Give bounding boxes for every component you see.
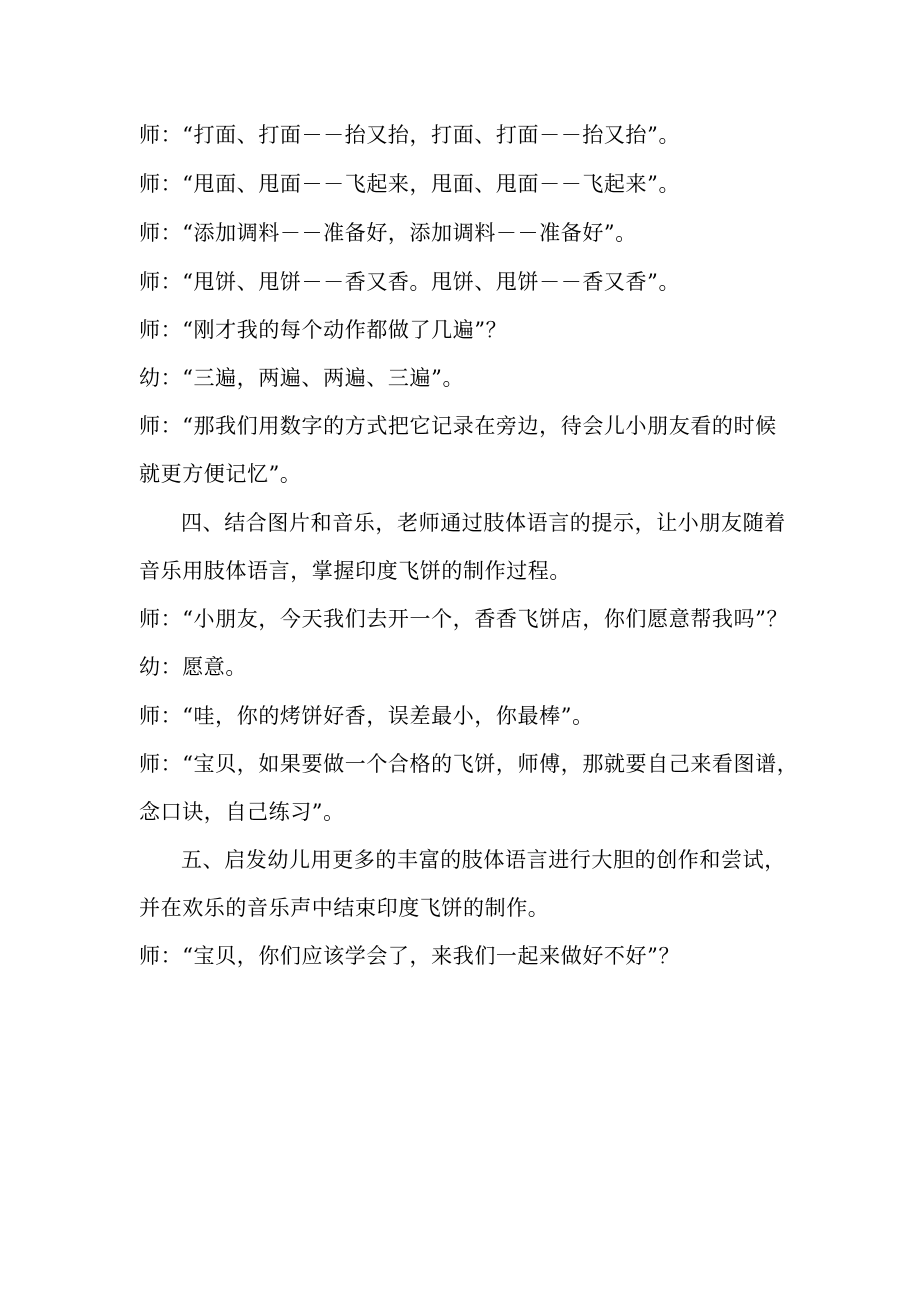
section-heading: 五、启发幼儿用更多的丰富的肢体语言进行大胆的创作和尝试， xyxy=(181,848,786,872)
dialogue-line: 师：“那我们用数字的方式把它记录在旁边，待会儿小朋友看的时候 xyxy=(139,414,777,438)
dialogue-line: 师：“刚才我的每个动作都做了几遍”？ xyxy=(139,318,508,342)
dialogue-line: 师：“哇，你的烤饼好香，误差最小，你最棒”。 xyxy=(139,704,594,728)
section-heading-continuation: 并在欢乐的音乐声中结束印度飞饼的制作。 xyxy=(139,896,550,920)
section-heading-continuation: 音乐用肢体语言，掌握印度飞饼的制作过程。 xyxy=(139,559,571,583)
dialogue-line: 师：“宝贝，如果要做一个合格的飞饼，师傅，那就要自己来看图谱， xyxy=(139,752,799,776)
section-heading: 四、结合图片和音乐，老师通过肢体语言的提示，让小朋友随着 xyxy=(181,511,786,535)
dialogue-line: 师：“添加调料－－准备好，添加调料－－准备好”。 xyxy=(139,221,637,245)
dialogue-line: 幼：愿意。 xyxy=(139,655,247,679)
dialogue-line: 师：“宝贝，你们应该学会了，来我们一起来做好不好”？ xyxy=(139,944,681,968)
dialogue-line: 师：“甩面、甩面－－飞起来，甩面、甩面－－飞起来”。 xyxy=(139,172,681,196)
dialogue-line: 师：“甩饼、甩饼－－香又香。甩饼、甩饼－－香又香”。 xyxy=(139,270,681,294)
dialogue-line-continuation: 念口诀，自己练习”。 xyxy=(139,800,345,824)
dialogue-line: 师：“打面、打面－－抬又抬，打面、打面－－抬又抬”。 xyxy=(139,123,681,147)
dialogue-line: 师：“小朋友，今天我们去开一个，香香飞饼店，你们愿意帮我吗”？ xyxy=(139,607,789,631)
dialogue-line: 幼：“三遍，两遍、两遍、三遍”。 xyxy=(139,366,465,390)
dialogue-line-continuation: 就更方便记忆”。 xyxy=(139,462,302,486)
